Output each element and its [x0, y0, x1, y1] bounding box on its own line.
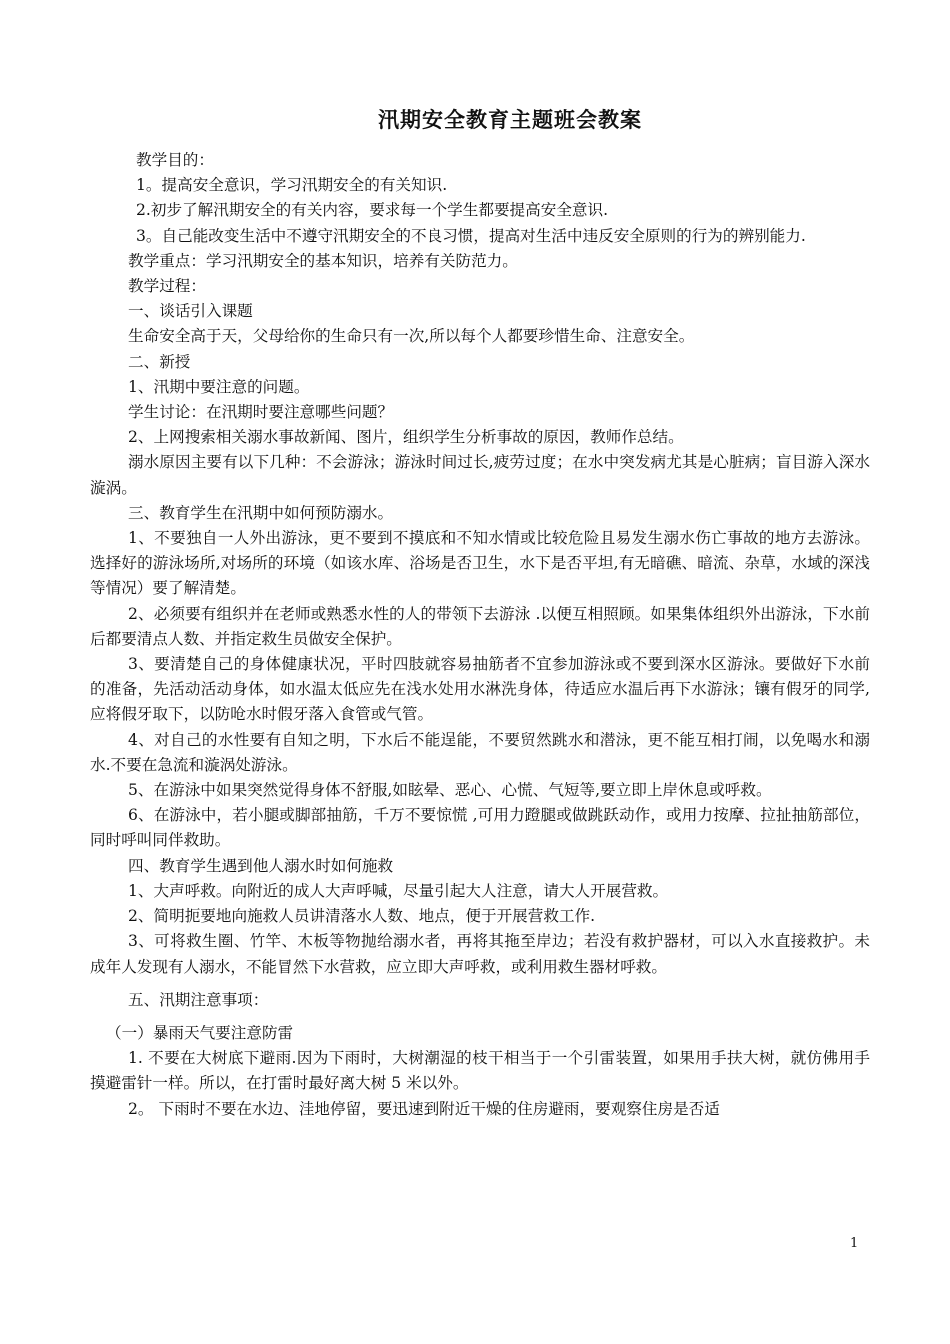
section-heading: 五、汛期注意事项：: [128, 990, 269, 1009]
paragraph: 生命安全高于天，父母给你的生命只有一次,所以每个人都要珍惜生命、注意安全。: [128, 327, 695, 346]
subsection-heading: （一）暴雨天气要注意防雷: [106, 1023, 294, 1042]
paragraph: 1。提高安全意识，学习汛期安全的有关知识.: [136, 176, 448, 195]
paragraph: 2、简明扼要地向施救人员讲清落水人数、地点，便于开展营救工作.: [128, 907, 596, 926]
paragraph: 学生讨论：在汛期时要注意哪些问题？: [128, 403, 394, 422]
paragraph: 1. 不要在大树底下避雨.因为下雨时，大树潮湿的枝干相当于一个引雷装置，如果用手扶大树，就仿佛用手摸避雷针一样。所以，在打雷时最好离大树 5 米以外。: [90, 1049, 870, 1093]
paragraph: 2。 下雨时不要在水边、洼地停留，要迅速到附近干燥的住房避雨，要观察住房是否适: [128, 1099, 720, 1118]
paragraph: 2、上网搜索相关溺水事故新闻、图片，组织学生分析事故的原因，教师作总结。: [128, 428, 684, 447]
paragraph: 5、在游泳中如果突然觉得身体不舒服,如眩晕、恶心、心慌、气短等,要立即上岸休息或呼救。: [128, 781, 772, 800]
paragraph: 1、汛期中要注意的问题。: [128, 377, 310, 396]
paragraph: 3、要清楚自己的身体健康状况，平时四肢就容易抽筋者不宜参加游泳或不要到深水区游泳。要做好下水前的准备，先活动活动身体，如水温太低应先在浅水处用水淋洗身体，待适应水温后再下水游泳；镶有假牙的同学,应将假牙取下，以防呛水时假牙落入食管或气管。: [90, 655, 870, 724]
paragraph: 教学过程：: [128, 277, 206, 296]
paragraph: 教学目的：: [136, 151, 214, 169]
paragraph: 4、对自己的水性要有自知之明，下水后不能逞能，不要贸然跳水和潜泳，更不能互相打闹，以免喝水和溺水.不要在急流和漩涡处游泳。: [90, 730, 870, 774]
section-heading: 三、教育学生在汛期中如何预防溺水。: [128, 503, 394, 522]
section-heading: 四、教育学生遇到他人溺水时如何施救: [128, 856, 394, 875]
paragraph: 溺水原因主要有以下几种：不会游泳；游泳时间过长,疲劳过度；在水中突发病尤其是心脏病；盲目游入深水漩涡。: [90, 453, 870, 497]
document-title: 汛期安全教育主题班会教案: [378, 107, 642, 132]
paragraph: 教学重点：学习汛期安全的基本知识，培养有关防范力。: [128, 251, 518, 270]
paragraph: 2、必须要有组织并在老师或熟悉水性的人的带领下去游泳 .以便互相照顾。如果集体组织外出游泳，下水前后都要清点人数、并指定救生员做安全保护。: [90, 604, 870, 648]
paragraph: 3、可将救生圈、竹竿、木板等物抛给溺水者，再将其拖至岸边；若没有救护器材，可以入水直接救护。未成年人发现有人溺水，不能冒然下水营救，应立即大声呼救，或利用救生器材呼救。: [90, 932, 870, 976]
document-body: [90, 148, 870, 1122]
section-heading: 一、谈话引入课题: [128, 302, 253, 321]
paragraph: 6、在游泳中，若小腿或脚部抽筋，千万不要惊慌 ,可用力蹬腿或做跳跃动作，或用力按摩、拉扯抽筋部位，同时呼叫同伴救助。: [90, 806, 870, 850]
paragraph: 3。自己能改变生活中不遵守汛期安全的不良习惯，提高对生活中违反安全原则的行为的辨别能力.: [136, 226, 806, 245]
paragraph: 1、不要独自一人外出游泳，更不要到不摸底和不知水情或比较危险且易发生溺水伤亡事故的地方去游泳。选择好的游泳场所,对场所的环境（如该水库、浴场是否卫生，水下是否平坦,有无暗礁、暗流、杂草，水域的深浅等情况）要了解清楚。: [90, 529, 870, 598]
paragraph: 1、大声呼救。向附近的成人大声呼喊，尽量引起大人注意，请大人开展营救。: [128, 881, 669, 900]
paragraph: 2.初步了解汛期安全的有关内容，要求每一个学生都要提高安全意识.: [136, 201, 609, 220]
section-heading: 二、新授: [128, 352, 191, 371]
page-number: 1: [850, 1236, 859, 1251]
